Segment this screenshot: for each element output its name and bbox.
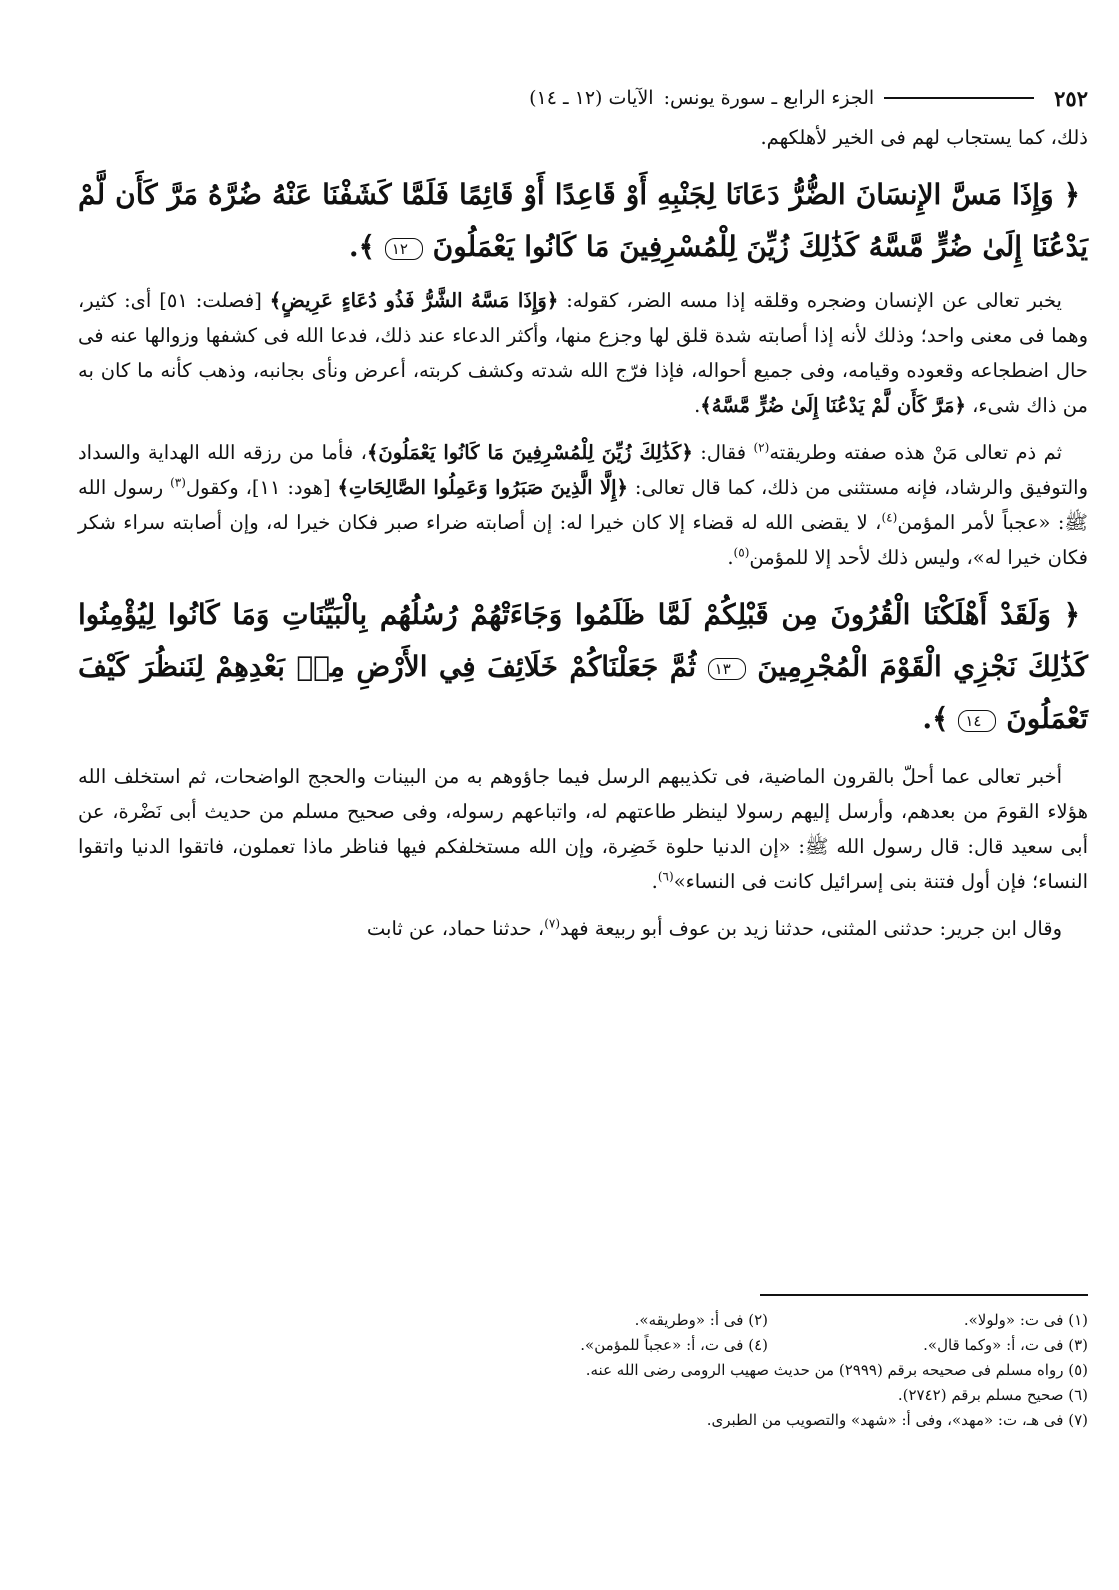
book-page bbox=[78, 82, 1088, 1562]
para1-text-1: يخبر تعالى عن الإنسان وضجره وقلقه إذا مسه الضر، كقوله: bbox=[566, 289, 1062, 312]
para3-text-2: . bbox=[651, 870, 658, 893]
footnote-6: (٦) صحيح مسلم برقم (٢٧٤٢). bbox=[897, 1386, 1088, 1404]
para1-text-2: [فصلت: ٥١] أى: كثير، وهما فى معنى واحد؛ وذلك لأنه إذا أصابته شدة قلق لها وجزع منها، وأكثر الدعاء عند ذلك، فدعا الله فى كشفها وزوالها عنه فى حال اضطجاعه وقعوده وقيامه، وفى جميع أحواله، فإذا فرّج الله شدته وكشف كربته، أعرض ونأى بجانبه، وذهب كأنه ما كان به من ذاك شىء، bbox=[78, 289, 1088, 417]
page-number: ٢٥٢ bbox=[1054, 85, 1088, 111]
footnote-separator bbox=[760, 1294, 1088, 1296]
footnote-ref-3: (٣) bbox=[170, 475, 186, 490]
para2-text-6: ، لا يقضى الله له قضاء إلا كان خيرا له: إن أصابته ضراء صبر فكان خيرا له، وإن أصابته سراء شكر فكان خيرا له»، وليس ذلك لأحد إلا للمؤمن bbox=[78, 511, 1088, 569]
para2-quote-1: ﴿كَذَٰلِكَ زُيِّنَ لِلْمُسْرِفِينَ مَا كَانُوا يَعْمَلُونَ﴾ bbox=[366, 441, 693, 464]
footnote-row bbox=[78, 1383, 1088, 1408]
para2-text-2: فقال: bbox=[700, 441, 747, 464]
ayah-number-12: ١٢ bbox=[385, 238, 423, 260]
footnote-row bbox=[78, 1333, 1088, 1358]
verse-14-close: ﴾. bbox=[922, 702, 949, 735]
footnote-ref-2: (٢) bbox=[753, 440, 770, 455]
footnote-ref-4: (٤) bbox=[881, 510, 898, 525]
para4-text-1: وقال ابن جرير: حدثنى المثنى، حدثنا زيد بن عوف أبو ربيعة فهد bbox=[560, 917, 1062, 940]
para1-text-3: . bbox=[694, 394, 701, 417]
para2-text-5: رسول الله ﷺ: «عجباً لأمر المؤمن bbox=[78, 476, 1088, 534]
footnote-ref-6: (٦) bbox=[657, 869, 674, 884]
intro-line: ذلك، كما يستجاب لهم فى الخير لأهلكهم. bbox=[760, 126, 1088, 149]
footnote-5: (٥) رواه مسلم فى صحيحه برقم (٢٩٩٩) من حديث صهيب الرومى رضى الله عنه. bbox=[585, 1361, 1088, 1379]
footnote-ref-7: (٧) bbox=[544, 916, 561, 931]
commentary-paragraph-3 bbox=[78, 759, 1088, 899]
footnote-row bbox=[78, 1308, 1088, 1333]
footnotes bbox=[78, 1308, 1088, 1433]
verse-12 bbox=[78, 169, 1088, 273]
footnote-2: (٢) فى أ: «وطريقه». bbox=[634, 1311, 768, 1329]
commentary-paragraph-2 bbox=[78, 435, 1088, 575]
ayah-number-13: ١٣ bbox=[708, 658, 746, 680]
verse-12-close: ﴾. bbox=[348, 230, 376, 263]
para3-text-1: أخبر تعالى عما أحلّ بالقرون الماضية، فى تكذيبهم الرسل فيما جاؤوهم به من البينات والحجج الواضحات، ثم استخلف الله هؤلاء القومَ من بعدهم، وأرسل إليهم رسولا لينظر طاعتهم له، واتباعهم رسوله، وفى صحيح مسلم من حديث أبى نَضْرة، عن أبى سعيد قال: قال رسول الله ﷺ: «إن الدنيا حلوة خَضِرة، وإن الله مستخلفكم فيها فناظر ماذا تعملون، فاتقوا الدنيا واتقوا النساء؛ فإن أول فتنة بنى إسرائيل كانت فى النساء» bbox=[78, 765, 1088, 893]
para2-text-4: [هود: ١١]، وكقول bbox=[185, 476, 331, 499]
footnote-7: (٧) فى هـ، ت: «مهد»، وفى أ: «شهد» والتصويب من الطبرى. bbox=[706, 1411, 1088, 1429]
commentary-paragraph-4 bbox=[78, 911, 1088, 946]
ayah-number-14: ١٤ bbox=[958, 710, 996, 732]
ayat-range: الآيات (١٢ ـ ١٤) bbox=[529, 87, 654, 109]
footnote-4: (٤) فى ت، أ: «عجباً للمؤمن». bbox=[580, 1336, 768, 1354]
footnote-3: (٣) فى ت، أ: «وكما قال». bbox=[923, 1336, 1088, 1354]
verse-14-text: ثُمَّ جَعَلْنَاكُمْ خَلَائِفَ فِي الأَرْضِ مِنۢ بَعْدِهِمْ لِنَنظُرَ كَيْفَ تَعْمَلُونَ bbox=[78, 650, 1088, 735]
footnote-ref-5: (٥) bbox=[733, 545, 750, 560]
para2-quote-2: ﴿إِلَّا الَّذِينَ صَبَرُوا وَعَمِلُوا الصَّالِحَاتِ﴾ bbox=[337, 476, 628, 499]
verse-13-text: ﴿ وَلَقَدْ أَهْلَكْنَا الْقُرُونَ مِن قَبْلِكُمْ لَمَّا ظَلَمُوا وَجَاءَتْهُمْ رُسُلُهُم بِالْبَيِّنَاتِ وَمَا كَانُوا لِيُؤْمِنُوا كَذَٰلِكَ نَجْزِي الْقَوْمَ الْمُجْرِمِينَ bbox=[78, 598, 1089, 683]
page-header bbox=[78, 82, 1088, 114]
footnote-1: (١) فى ت: «ولولا». bbox=[963, 1311, 1088, 1329]
footnote-row bbox=[78, 1408, 1088, 1433]
running-title: الجزء الرابع ـ سورة يونس: bbox=[663, 87, 875, 109]
para4-text-2: ، حدثنا حماد، عن ثابت bbox=[366, 917, 545, 940]
para1-quote-1: ﴿وَإِذَا مَسَّهُ الشَّرُّ فَذُو دُعَاءٍ عَرِيضٍ﴾ bbox=[269, 289, 559, 312]
para2-text-7: . bbox=[727, 546, 734, 569]
commentary-paragraph-1 bbox=[78, 283, 1088, 423]
footnote-row bbox=[78, 1358, 1088, 1383]
header-rule-left bbox=[884, 97, 1034, 99]
para2-text-1: ثم ذم تعالى مَنْ هذه صفته وطريقته bbox=[769, 441, 1063, 464]
verse-12-text: ﴿ وَإِذَا مَسَّ الإِنسَانَ الضُّرُّ دَعَانَا لِجَنْبِهِ أَوْ قَاعِدًا أَوْ قَائِمًا فَلَمَّا كَشَفْنَا عَنْهُ ضُرَّهُ مَرَّ كَأَن لَّمْ يَدْعُنَا إِلَىٰ ضُرٍّ مَّسَّهُ كَذَٰلِكَ زُيِّنَ لِلْمُسْرِفِينَ مَا كَانُوا يَعْمَلُونَ bbox=[78, 178, 1088, 263]
para2-text-3: ، فأما من رزقه الله الهداية والسداد والتوفيق والرشاد، فإنه مستثنى من ذلك، كما قال تعالى: bbox=[78, 441, 1088, 499]
para1-quote-2: ﴿مَرَّ كَأَن لَّمْ يَدْعُنَا إِلَىٰ ضُرٍّ مَّسَّهُ﴾ bbox=[700, 394, 966, 417]
verses-13-14 bbox=[78, 589, 1088, 745]
